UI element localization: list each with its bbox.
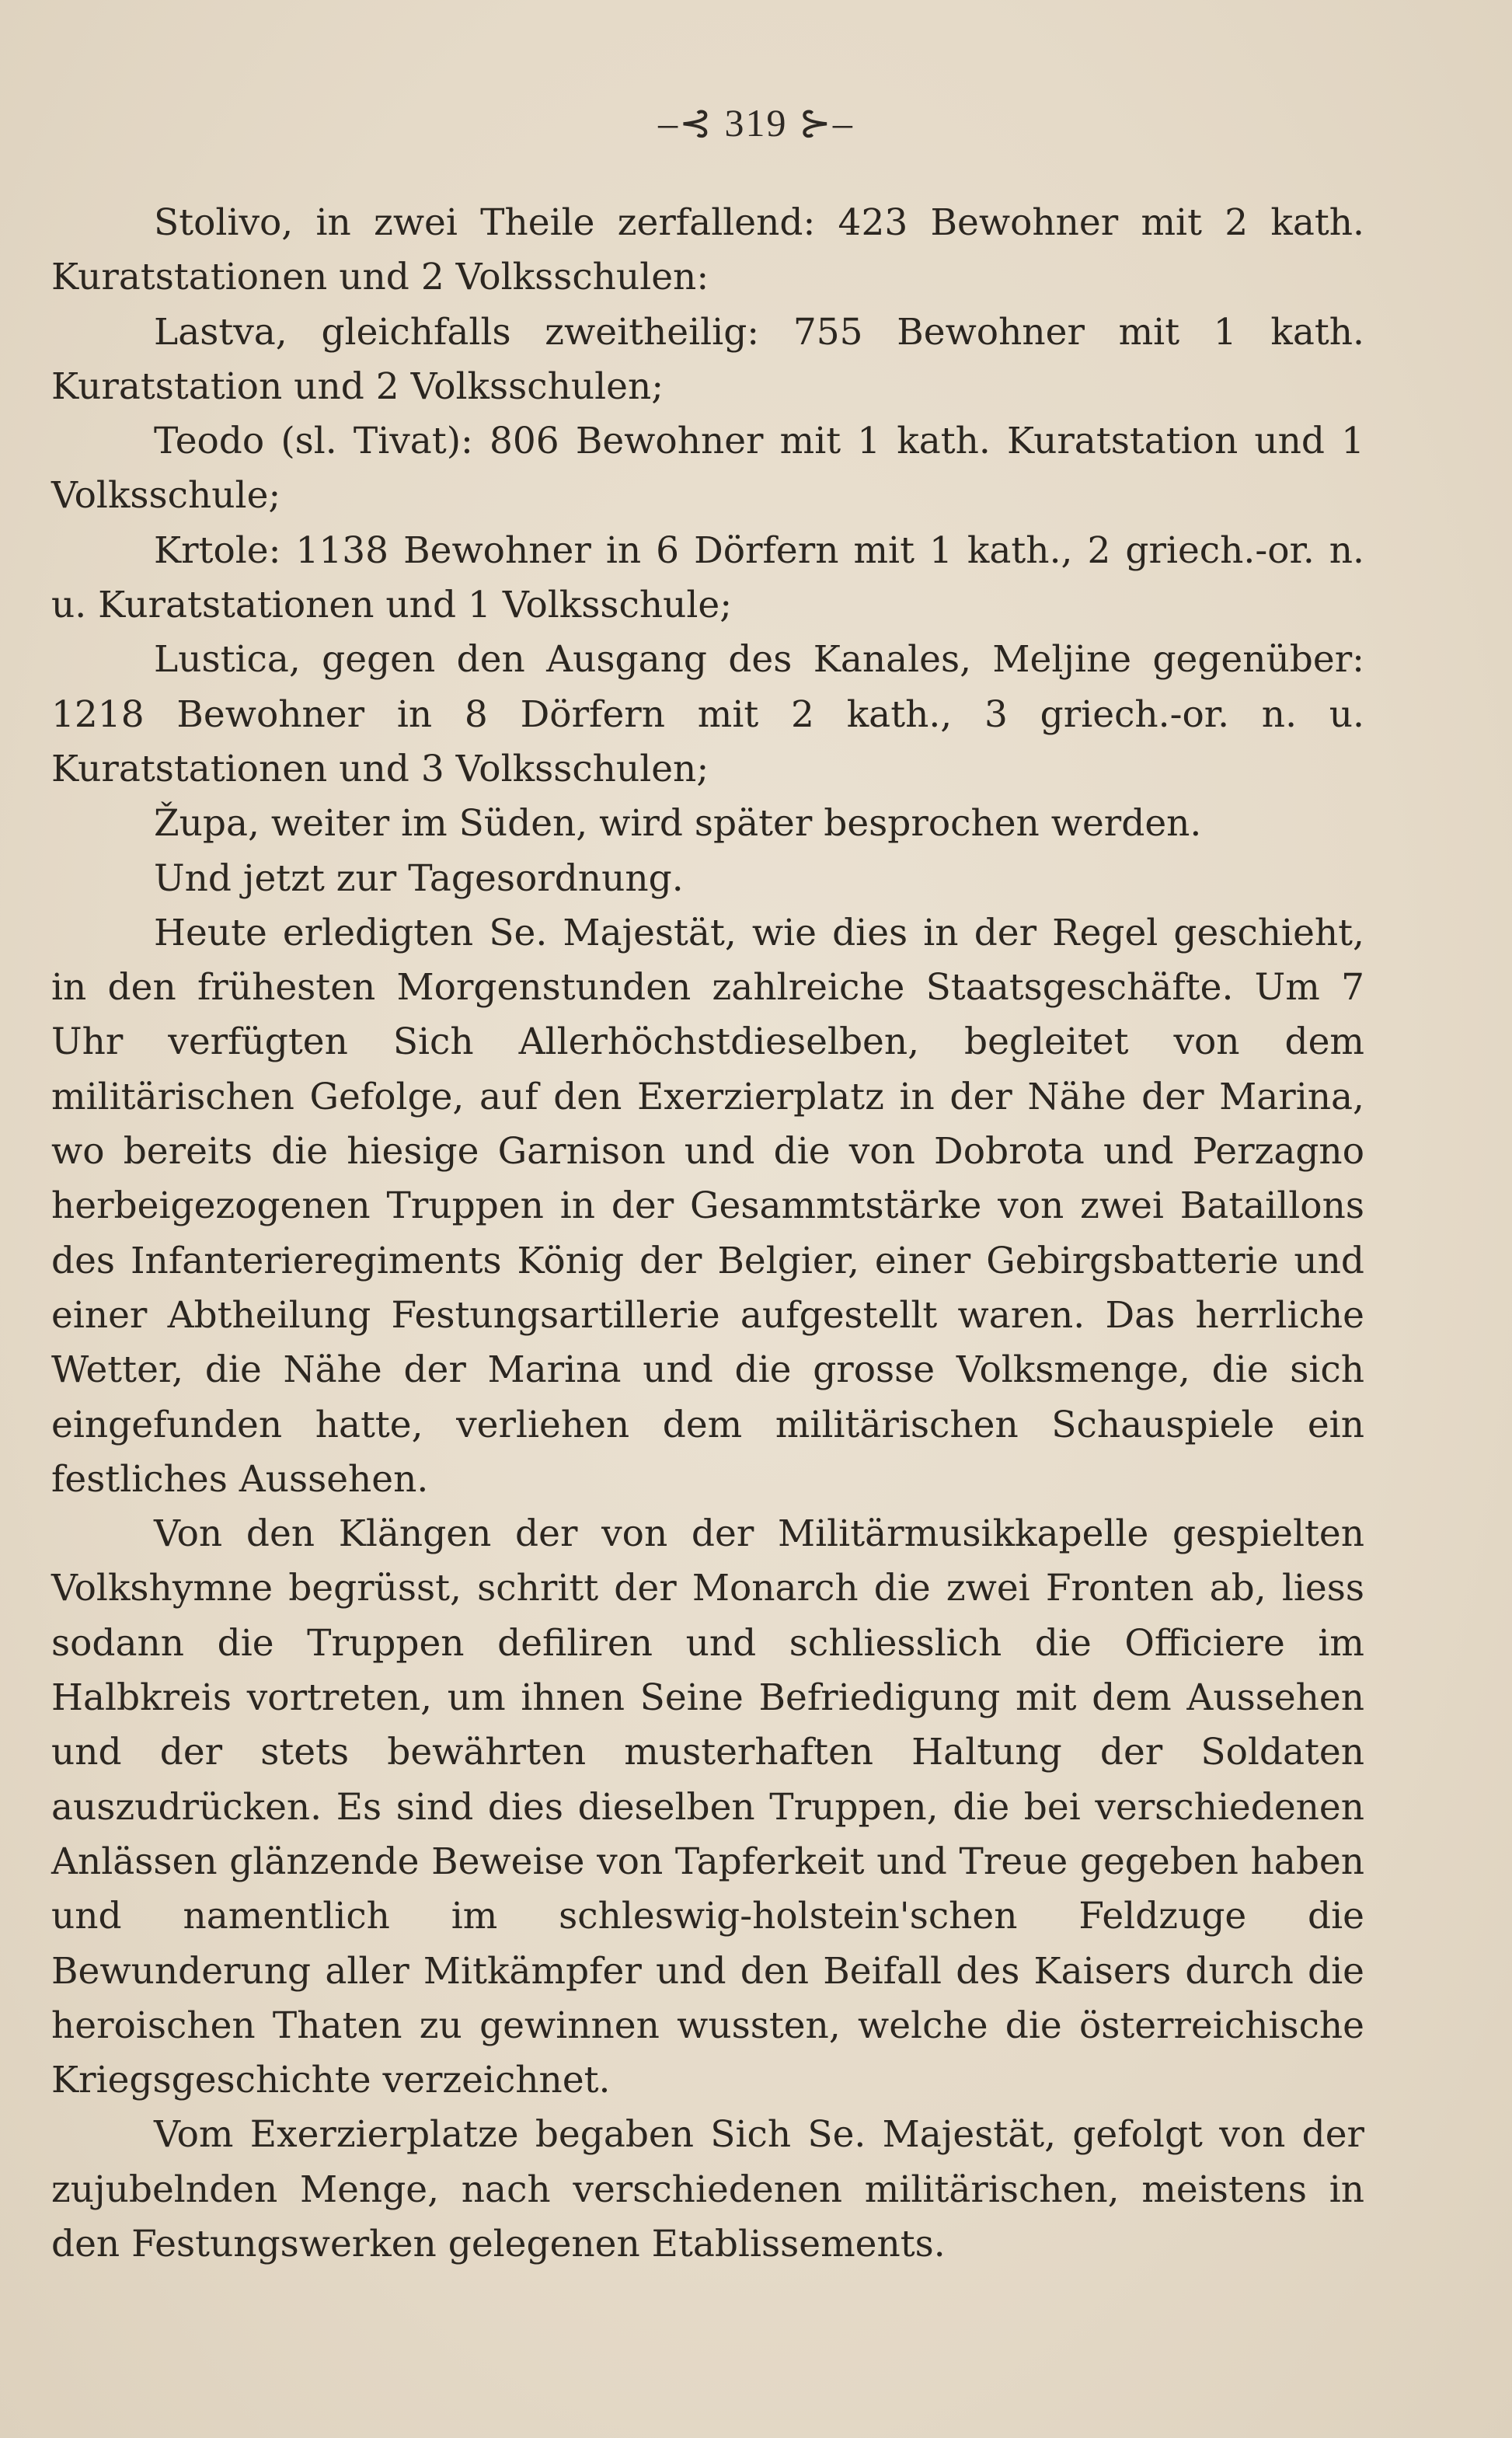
page-number-header: –⊰ 319 ⊱–: [658, 101, 854, 145]
paragraph-krtole: Krtole: 1138 Bewohner in 6 Dörfern mit 1 kath., 2 griech.-or. n. u. Kuratstationen und 1 Volksschule;: [51, 528, 1364, 627]
paragraph-exerzierplatz: Heute erledigten Se. Majestät, wie dies in der Regel geschieht, in den frühesten Morgenstunden zahlreiche Staatsgeschäfte. Um 7 Uhr verfügten Sich Allerhöchstdieselben, begleitet von dem militärischen Gefolge, auf den Exerzierplatz in der Nähe der Marina, wo bereits die hiesige Garnison und die von Dobrota und Perzagno herbeigezogenen Truppen in der Gesammtstärke von zwei Bataillons des Infanterieregiments König der Belgier, einer Gebirgsbatterie und einer Abtheilung Festungsartillerie aufgestellt waren. Das herrliche Wetter, die Nähe der Marina und die grosse Volksmenge, die sich eingefunden hatte, verliehen dem militärischen Schauspiele ein festliches Aussehen.: [51, 911, 1364, 1501]
paragraph-lastva: Lastva, gleichfalls zweitheilig: 755 Bewohner mit 1 kath. Kuratstation und 2 Volksschulen;: [51, 310, 1364, 408]
paragraph-etablissements: Vom Exerzierplatze begaben Sich Se. Majestät, gefolgt von der zujubelnden Menge, nach verschiedenen militärischen, meistens in den Festungswerken gelegenen Etablissements.: [51, 2113, 1364, 2265]
paragraph-teodo: Teodo (sl. Tivat): 806 Bewohner mit 1 kath. Kuratstation und 1 Volksschule;: [51, 420, 1364, 518]
paragraph-zupa: Župa, weiter im Süden, wird später besprochen werden.: [154, 802, 1202, 846]
body-text: [51, 196, 1364, 2272]
paragraph-lustica: Lustica, gegen den Ausgang des Kanales, Meljine gegenüber: 1218 Bewohner in 8 Dörfern mit 2 kath., 3 griech.-or. n. u. Kuratstationen und 3 Volksschulen;: [51, 638, 1364, 790]
paragraph-stolivo: Stolivo, in zwei Theile zerfallend: 423 Bewohner mit 2 kath. Kuratstationen und 2 Volksschulen:: [51, 201, 1364, 299]
paragraph-volkshymne: Von den Klängen der von der Militärmusikkapelle gespielten Volkshymne begrüsst, schritt der Monarch die zwei Fronten ab, liess sodann die Truppen defiliren und schliesslich die Officiere im Halbkreis vortreten, um ihnen Seine Befriedigung mit dem Aussehen und der stets bewährten musterhaften Haltung der Soldaten auszudrücken. Es sind dies dieselben Truppen, die bei verschiedenen Anlässen glänzende Beweise von Tapferkeit und Treue gegeben haben und namentlich im schleswig-holstein'schen Feldzuge die Bewunderung aller Mitkämpfer und den Beifall des Kaisers durch die heroischen Thaten zu gewinnen wussten, welche die österreichische Kriegsgeschichte verzeichnet.: [51, 1512, 1364, 2102]
paragraph-tagesordnung: Und jetzt zur Tagesordnung.: [154, 856, 684, 900]
